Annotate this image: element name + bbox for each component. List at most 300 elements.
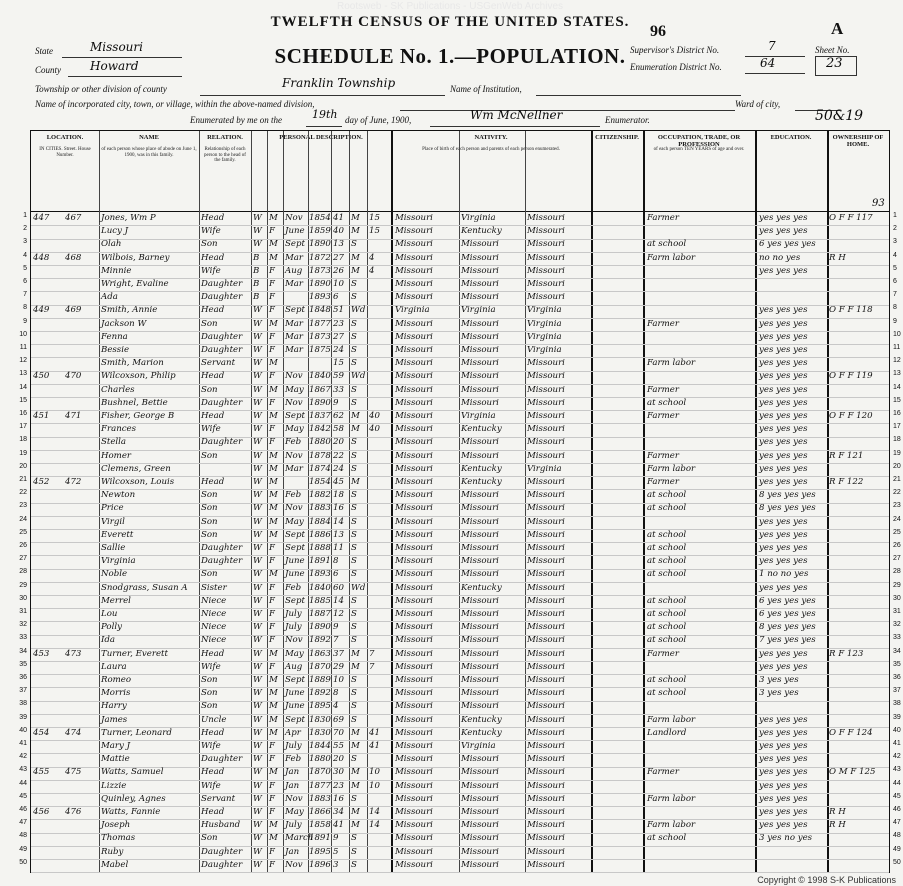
col-group-name: NAME xyxy=(139,134,159,141)
cell-ms: S xyxy=(351,292,357,303)
cell-yr: 1844 xyxy=(309,741,331,751)
cell-bf: Missouri xyxy=(461,609,499,619)
cell-name: Noble xyxy=(101,569,128,580)
cell-mo: Sept xyxy=(285,675,305,685)
cell-age: 12 xyxy=(333,609,344,619)
cell-yr: 1870 xyxy=(309,661,331,672)
cell-bf: Missouri xyxy=(461,252,499,263)
cell-yr: 1854 xyxy=(309,213,331,223)
cell-bm: Missouri xyxy=(527,384,565,395)
cell-ym: 7 xyxy=(369,661,375,672)
cell-yr: 1891 xyxy=(309,833,331,844)
cell-sex: M xyxy=(269,358,278,369)
cell-age: 9 xyxy=(333,397,339,408)
cell-ym: 4 xyxy=(369,265,375,276)
cell-age: 20 xyxy=(333,754,344,765)
line-number: 12 xyxy=(19,357,27,365)
line-number: 48 xyxy=(19,832,27,840)
cell-edu: 6 yes yes yes xyxy=(759,609,816,619)
cell-rel: Niece xyxy=(201,622,227,633)
cell-mo: Nov xyxy=(285,397,303,408)
cell-col: W xyxy=(253,543,262,553)
cell-col: W xyxy=(253,516,262,527)
cell-sex: M xyxy=(269,411,278,421)
cell-sex: F xyxy=(269,635,275,646)
cell-edu: yes yes yes xyxy=(759,318,808,329)
cell-ms: M xyxy=(351,820,360,831)
line-number: 4 xyxy=(23,251,27,259)
cell-occ: Farmer xyxy=(647,213,679,223)
cell-age: 40 xyxy=(333,226,344,237)
cell-rel: Wife xyxy=(201,265,221,276)
cell-own: R H xyxy=(829,252,846,263)
cell-ym: 10 xyxy=(369,780,380,791)
cell-sex: F xyxy=(269,279,275,289)
cell-b: Missouri xyxy=(395,820,433,831)
cell-occ: Farm labor xyxy=(647,358,696,369)
cell-name: Lizzie xyxy=(101,780,127,791)
cell-edu: yes yes yes xyxy=(759,450,808,461)
cell-rel: Head xyxy=(201,305,225,316)
cell-rel: Son xyxy=(201,384,218,395)
cell-sex: M xyxy=(269,450,278,461)
cell-bf: Missouri xyxy=(461,529,499,540)
cell-rel: Son xyxy=(201,516,218,527)
page-letter: A xyxy=(831,19,844,38)
line-number: 45 xyxy=(19,792,27,800)
cell-rel: Son xyxy=(201,503,218,514)
cell-mo: Sept xyxy=(285,595,305,606)
cell-bm: Missouri xyxy=(527,635,565,646)
cell-b: Missouri xyxy=(395,252,433,263)
line-number-right: 27 xyxy=(893,555,901,563)
cell-occ: at school xyxy=(647,239,687,250)
cell-ms: S xyxy=(351,331,357,342)
cell-mo: June xyxy=(285,701,305,712)
cell-bm: Missouri xyxy=(527,609,565,619)
cell-ms: S xyxy=(351,318,357,329)
cell-occ: Farmer xyxy=(647,477,679,487)
cell-ym: 4 xyxy=(369,252,375,263)
cell-ms: S xyxy=(351,397,357,408)
cell-rel: Head xyxy=(201,371,225,382)
cell-edu: yes yes yes xyxy=(759,331,808,342)
line-number-right: 2 xyxy=(893,225,897,233)
cell-name: Watts, Fannie xyxy=(101,807,161,817)
cell-name: Frances xyxy=(101,424,137,435)
cell-col: W xyxy=(253,635,262,646)
cell-rel: Son xyxy=(201,675,218,685)
cell-col: W xyxy=(253,490,262,501)
line-number-right: 46 xyxy=(893,806,901,813)
cell-bf: Missouri xyxy=(461,807,499,817)
line-number-right: 44 xyxy=(893,779,901,787)
cell-age: 23 xyxy=(333,780,344,791)
cell-name: Snodgrass, Susan A xyxy=(101,582,188,593)
cell-edu: 8 yes yes yes xyxy=(759,490,816,501)
cell-bf: Missouri xyxy=(461,384,499,395)
line-number: 6 xyxy=(23,278,27,285)
cell-ms: S xyxy=(351,569,357,580)
cell-fam: 473 xyxy=(65,648,82,659)
cell-sex: F xyxy=(269,609,275,619)
cell-col: W xyxy=(253,331,262,342)
cell-own: O F F 118 xyxy=(829,305,873,316)
cell-bm: Missouri xyxy=(527,582,565,593)
col-group-location: LOCATION. xyxy=(46,134,84,141)
cell-age: 15 xyxy=(333,358,344,369)
cell-edu: yes yes yes xyxy=(759,529,808,540)
cell-mo: Sept xyxy=(285,239,305,250)
cell-sex: F xyxy=(269,345,275,355)
cell-b: Missouri xyxy=(395,595,433,606)
cell-sex: M xyxy=(269,503,278,514)
cell-bm: Missouri xyxy=(527,661,565,672)
cell-edu: yes yes yes xyxy=(759,741,808,751)
cell-sex: F xyxy=(269,331,275,342)
cell-sex: M xyxy=(269,714,278,725)
line-number-right: 17 xyxy=(893,423,901,431)
cell-col: W xyxy=(253,675,262,685)
cell-rel: Wife xyxy=(201,226,221,237)
cell-b: Missouri xyxy=(395,688,433,699)
line-number-right: 34 xyxy=(893,647,901,655)
cell-rel: Daughter xyxy=(201,397,243,408)
census-title: TWELFTH CENSUS OF THE UNITED STATES. xyxy=(270,14,630,30)
cell-yr: 1877 xyxy=(309,318,331,329)
cell-rel: Wife xyxy=(201,741,221,751)
cell-edu: 1 no no yes xyxy=(759,569,809,580)
line-number: 25 xyxy=(19,528,27,536)
cell-b: Missouri xyxy=(395,331,433,342)
cell-col: W xyxy=(253,701,262,712)
cell-age: 23 xyxy=(333,318,344,329)
cell-bf: Missouri xyxy=(461,846,499,857)
col-group-citizenship: CITIZENSHIP. xyxy=(595,134,639,141)
line-number-right: 13 xyxy=(893,370,901,378)
cell-ms: S xyxy=(351,490,357,501)
line-number-right: 49 xyxy=(893,845,901,853)
cell-rel: Husband xyxy=(201,820,241,831)
line-number: 28 xyxy=(19,568,27,576)
cell-sex: F xyxy=(269,780,275,791)
cell-yr: 1887 xyxy=(309,609,331,619)
cell-bm: Missouri xyxy=(527,727,565,738)
line-number: 10 xyxy=(19,330,27,338)
cell-bm: Missouri xyxy=(527,292,565,303)
cell-ms: S xyxy=(351,701,357,712)
cell-name: Virgil xyxy=(101,516,125,527)
cell-ms: M xyxy=(351,780,360,791)
line-number: 27 xyxy=(19,555,27,563)
cell-bf: Missouri xyxy=(461,859,499,870)
cell-bf: Missouri xyxy=(461,331,499,342)
cell-rel: Head xyxy=(201,767,225,778)
line-number: 22 xyxy=(19,489,27,497)
cell-b: Missouri xyxy=(395,661,433,672)
occupation-subhead: of each person TEN YEARS of age and over. xyxy=(653,147,745,152)
cell-bf: Missouri xyxy=(461,833,499,844)
cell-ym: 14 xyxy=(369,820,380,831)
cell-occ: at school xyxy=(647,490,687,501)
cell-ms: S xyxy=(351,754,357,765)
cell-ms: S xyxy=(351,846,357,857)
schedule-title: SCHEDULE No. 1.—POPULATION. xyxy=(274,44,626,68)
cell-age: 59 xyxy=(333,371,344,382)
cell-edu: yes yes yes xyxy=(759,543,808,553)
cell-mo: Feb xyxy=(285,490,302,501)
enumeration-label: Enumeration District No. xyxy=(630,62,722,72)
cell-dw: 455 xyxy=(33,767,50,778)
cell-b: Missouri xyxy=(395,463,433,474)
cell-mo: Jan xyxy=(285,767,300,778)
sheet-value: 23 xyxy=(826,56,843,71)
cell-bf: Missouri xyxy=(461,820,499,831)
state-value: Missouri xyxy=(90,40,143,54)
cell-rel: Niece xyxy=(201,635,227,646)
cell-own: O F F 120 xyxy=(829,411,873,421)
cell-rel: Son xyxy=(201,490,218,501)
cell-bf: Missouri xyxy=(461,754,499,765)
cell-b: Missouri xyxy=(395,279,433,289)
cell-col: W xyxy=(253,833,262,844)
cell-edu: yes yes yes xyxy=(759,780,808,791)
line-number-right: 12 xyxy=(893,357,901,365)
county-value: Howard xyxy=(90,59,139,73)
cell-yr: 1890 xyxy=(309,279,331,289)
cell-b: Missouri xyxy=(395,213,433,223)
cell-name: Fisher, George B xyxy=(101,411,175,421)
supervisor-label: Supervisor's District No. xyxy=(630,45,720,55)
line-number-right: 21 xyxy=(893,476,901,483)
cell-bm: Missouri xyxy=(527,846,565,857)
cell-age: 14 xyxy=(333,595,344,606)
cell-name: Newton xyxy=(101,490,136,501)
cell-bm: Missouri xyxy=(527,529,565,540)
cell-rel: Daughter xyxy=(201,754,243,765)
cell-sex: M xyxy=(269,727,278,738)
cell-occ: at school xyxy=(647,595,687,606)
col-group-personal: PERSONAL DESCRIPTION. xyxy=(279,134,363,141)
cell-bm: Missouri xyxy=(527,437,565,448)
line-number: 17 xyxy=(19,423,27,431)
cell-ms: S xyxy=(351,279,357,289)
cell-yr: 1840 xyxy=(309,371,331,382)
cell-sex: F xyxy=(269,437,275,448)
line-number: 1 xyxy=(23,212,27,219)
county-label: County xyxy=(35,65,61,75)
cell-col: W xyxy=(253,213,262,223)
cell-bm: Missouri xyxy=(527,807,565,817)
cell-b: Missouri xyxy=(395,529,433,540)
cell-ms: S xyxy=(351,516,357,527)
cell-age: 8 xyxy=(333,688,339,699)
cell-sex: M xyxy=(269,820,278,831)
cell-yr: 1854 xyxy=(309,477,331,487)
line-number: 34 xyxy=(19,647,27,655)
cell-edu: 6 yes yes yes xyxy=(759,595,816,606)
cell-col: W xyxy=(253,859,262,870)
cell-name: Wilcoxson, Louis xyxy=(101,477,175,487)
cell-name: Minnie xyxy=(101,265,132,276)
cell-rel: Head xyxy=(201,213,225,223)
cell-occ: at school xyxy=(647,569,687,580)
cell-ms: S xyxy=(351,345,357,355)
cell-bf: Kentucky xyxy=(461,424,502,435)
cell-bm: Missouri xyxy=(527,688,565,699)
cell-sex: F xyxy=(269,754,275,765)
col-group-ownership: OWNERSHIP OF HOME. xyxy=(832,134,884,148)
cell-own: R H xyxy=(829,820,846,831)
cell-ms: S xyxy=(351,595,357,606)
cell-ym: 10 xyxy=(369,767,380,778)
page-number: 96 xyxy=(650,23,666,40)
cell-sex: F xyxy=(269,305,275,316)
cell-col: W xyxy=(253,503,262,514)
cell-name: Joseph xyxy=(101,820,131,831)
cell-ms: S xyxy=(351,793,357,804)
cell-rel: Daughter xyxy=(201,543,243,553)
line-number-right: 33 xyxy=(893,634,901,642)
cell-mo: Aug xyxy=(285,661,303,672)
cell-age: 4 xyxy=(333,701,339,712)
cell-col: W xyxy=(253,463,262,474)
cell-edu: yes yes yes xyxy=(759,820,808,831)
cell-own: R F 121 xyxy=(829,450,864,461)
cell-edu: yes yes yes xyxy=(759,397,808,408)
line-number-right: 19 xyxy=(893,449,901,457)
copyright-notice: Copyright © 1998 S-K Publications xyxy=(757,875,896,885)
cell-mo: Feb xyxy=(285,437,302,448)
cell-occ: Farm labor xyxy=(647,820,696,831)
cell-ms: M xyxy=(351,648,360,659)
cell-col: W xyxy=(253,411,262,421)
cell-age: 41 xyxy=(333,820,344,831)
cell-b: Missouri xyxy=(395,741,433,751)
line-number-right: 6 xyxy=(893,278,897,285)
cell-col: W xyxy=(253,661,262,672)
cell-occ: Farmer xyxy=(647,648,679,659)
cell-b: Missouri xyxy=(395,358,433,369)
cell-bf: Missouri xyxy=(461,635,499,646)
cell-own: R F 122 xyxy=(829,477,864,487)
cell-yr: 1893 xyxy=(309,569,331,580)
cell-bf: Missouri xyxy=(461,622,499,633)
cell-bm: Missouri xyxy=(527,556,565,567)
cell-b: Missouri xyxy=(395,807,433,817)
cell-mo: May xyxy=(285,807,304,817)
cell-rel: Head xyxy=(201,252,225,263)
cell-yr: 1840 xyxy=(309,582,331,593)
cell-col: B xyxy=(253,279,260,289)
cell-yr: 1837 xyxy=(309,411,331,421)
cell-age: 13 xyxy=(333,529,344,540)
cell-b: Missouri xyxy=(395,371,433,382)
cell-bf: Kentucky xyxy=(461,477,502,487)
line-number: 41 xyxy=(19,740,27,747)
relation-subhead: Relationship of each person to the head of the family. xyxy=(204,147,246,163)
cell-name: Clemens, Green xyxy=(101,463,171,474)
line-number: 33 xyxy=(19,634,27,642)
cell-col: W xyxy=(253,318,262,329)
cell-edu: yes yes yes xyxy=(759,424,808,435)
cell-mo: Aug xyxy=(285,265,303,276)
cell-bm: Missouri xyxy=(527,675,565,685)
cell-bm: Missouri xyxy=(527,371,565,382)
cell-sex: F xyxy=(269,397,275,408)
cell-edu: 7 yes yes yes xyxy=(759,635,816,646)
cell-occ: Farm labor xyxy=(647,252,696,263)
cell-ym: 41 xyxy=(369,727,380,738)
cell-ms: S xyxy=(351,556,357,567)
cell-occ: Farm labor xyxy=(647,793,696,804)
cell-dw: 451 xyxy=(33,411,50,421)
cell-mo: Feb xyxy=(285,754,302,765)
cell-age: 18 xyxy=(333,490,344,501)
cell-rel: Wife xyxy=(201,424,221,435)
cell-col: W xyxy=(253,345,262,355)
cell-bm: Missouri xyxy=(527,595,565,606)
cell-age: 10 xyxy=(333,675,344,685)
cell-name: Harry xyxy=(101,701,127,712)
cell-mo: Mar xyxy=(285,318,304,329)
cell-bm: Missouri xyxy=(527,411,565,421)
cell-ms: S xyxy=(351,609,357,619)
cell-yr: 1872 xyxy=(309,252,331,263)
cell-age: 24 xyxy=(333,345,344,355)
cell-edu: yes yes yes xyxy=(759,305,808,316)
cell-yr: 1890 xyxy=(309,239,331,250)
cell-rel: Wife xyxy=(201,661,221,672)
cell-bf: Missouri xyxy=(461,450,499,461)
cell-edu: 8 yes yes yes xyxy=(759,503,816,514)
cell-sex: F xyxy=(269,807,275,817)
cell-occ: at school xyxy=(647,529,687,540)
line-number: 49 xyxy=(19,845,27,853)
cell-col: W xyxy=(253,754,262,765)
cell-occ: at school xyxy=(647,609,687,619)
cell-yr: 1892 xyxy=(309,688,331,699)
cell-bm: Virginia xyxy=(527,345,562,355)
line-number-right: 42 xyxy=(893,753,901,761)
cell-mo: June xyxy=(285,556,305,567)
cell-b: Missouri xyxy=(395,793,433,804)
cell-bm: Missouri xyxy=(527,793,565,804)
cell-rel: Daughter xyxy=(201,846,243,857)
cell-bm: Virginia xyxy=(527,318,562,329)
line-number-right: 24 xyxy=(893,515,901,523)
cell-bf: Missouri xyxy=(461,661,499,672)
cell-b: Missouri xyxy=(395,292,433,303)
line-number: 50 xyxy=(19,858,27,866)
cell-bf: Missouri xyxy=(461,358,499,369)
cell-occ: at school xyxy=(647,397,687,408)
cell-rel: Daughter xyxy=(201,437,243,448)
day-of-june-label: day of June, 1900, xyxy=(345,115,412,125)
cell-b: Missouri xyxy=(395,477,433,487)
column-header-row xyxy=(31,131,889,212)
cell-dw: 448 xyxy=(33,252,50,263)
cell-yr: 1891 xyxy=(309,556,331,567)
cell-mo: May xyxy=(285,384,304,395)
cell-sex: F xyxy=(269,424,275,435)
cell-yr: 1883 xyxy=(309,793,331,804)
cell-bf: Virginia xyxy=(461,305,496,316)
cell-name: Smith, Annie xyxy=(101,305,158,316)
archive-banner: Rootsweb - SK Publications - USGenWeb Archives xyxy=(336,1,564,12)
cell-fam: 475 xyxy=(65,767,82,778)
cell-mo: Nov xyxy=(285,371,303,382)
